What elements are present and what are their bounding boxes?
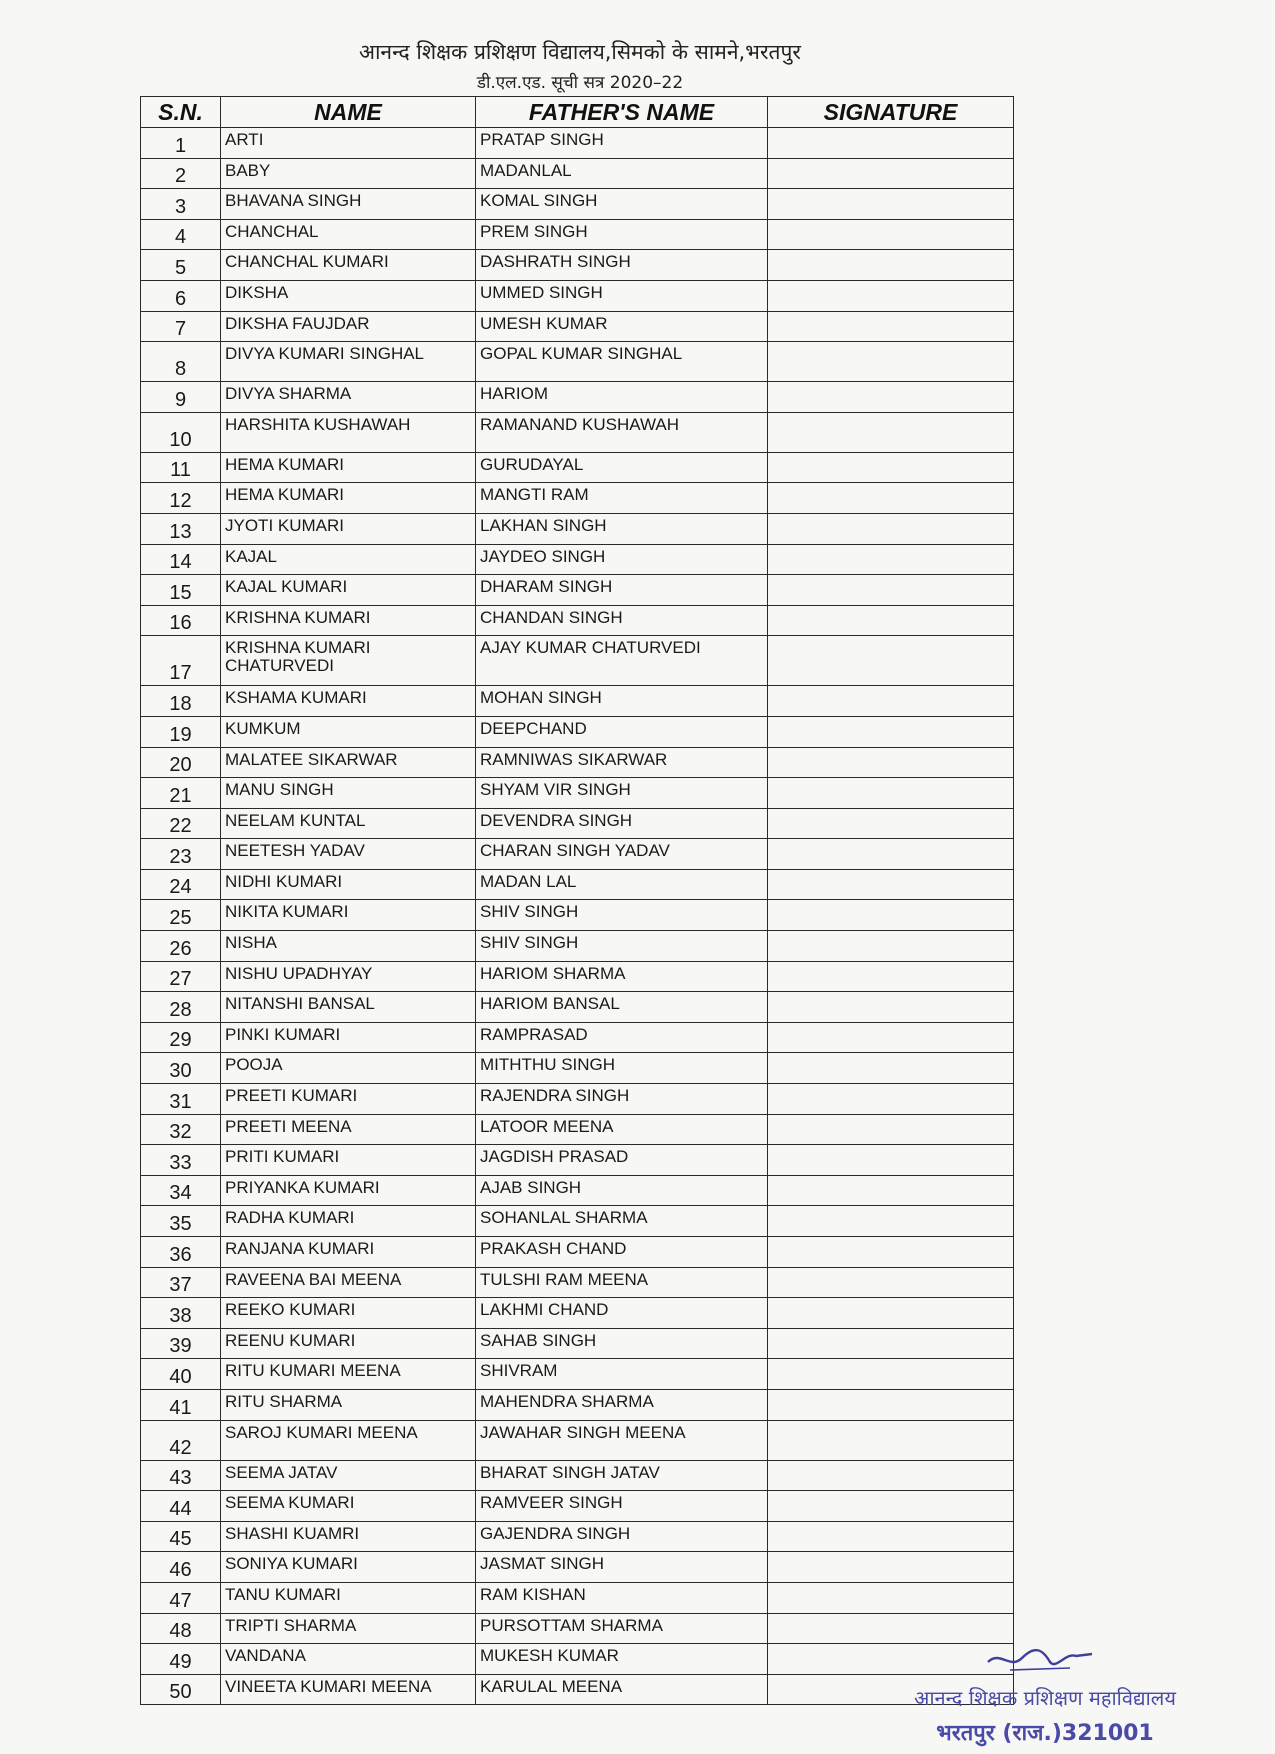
table-row: [141, 869, 1014, 900]
cell-signature: [768, 483, 1014, 514]
cell-father-name: DASHRATH SINGH: [476, 250, 768, 281]
cell-name: DIKSHA: [221, 280, 476, 311]
column-header-signature: SIGNATURE: [768, 97, 1014, 128]
cell-sn: 28: [141, 992, 221, 1023]
cell-name: NIDHI KUMARI: [221, 869, 476, 900]
student-roster-table: [140, 96, 1014, 1705]
institute-stamp: [880, 1640, 1210, 1747]
cell-father-name: MUKESH KUMAR: [476, 1644, 768, 1675]
cell-father-name: KOMAL SINGH: [476, 189, 768, 220]
cell-name: KRISHNA KUMARI: [221, 605, 476, 636]
cell-name: BHAVANA SINGH: [221, 189, 476, 220]
cell-name: KAJAL KUMARI: [221, 575, 476, 606]
cell-name: KAJAL: [221, 544, 476, 575]
cell-name: BABY: [221, 158, 476, 189]
table-row: [141, 1491, 1014, 1522]
table-row: [141, 1053, 1014, 1084]
cell-name: NISHU UPADHYAY: [221, 961, 476, 992]
cell-sn: 31: [141, 1084, 221, 1115]
cell-name: VINEETA KUMARI MEENA: [221, 1674, 476, 1705]
cell-sn: 8: [141, 342, 221, 382]
cell-father-name: HARIOM: [476, 382, 768, 413]
cell-father-name: UMMED SINGH: [476, 280, 768, 311]
cell-signature: [768, 1389, 1014, 1420]
cell-sn: 38: [141, 1298, 221, 1329]
cell-signature: [768, 1552, 1014, 1583]
table-row: [141, 1237, 1014, 1268]
cell-name: JYOTI KUMARI: [221, 513, 476, 544]
cell-father-name: MAHENDRA SHARMA: [476, 1389, 768, 1420]
cell-father-name: HARIOM BANSAL: [476, 992, 768, 1023]
cell-sn: 45: [141, 1521, 221, 1552]
cell-sn: 19: [141, 716, 221, 747]
table-row: [141, 382, 1014, 413]
table-row: [141, 1552, 1014, 1583]
cell-signature: [768, 1460, 1014, 1491]
cell-signature: [768, 869, 1014, 900]
cell-name: PRIYANKA KUMARI: [221, 1175, 476, 1206]
cell-name: CHANCHAL: [221, 219, 476, 250]
cell-father-name: JAGDISH PRASAD: [476, 1145, 768, 1176]
cell-sn: 13: [141, 513, 221, 544]
cell-name: SEEMA JATAV: [221, 1460, 476, 1491]
cell-sn: 11: [141, 452, 221, 483]
column-header-name: NAME: [221, 97, 476, 128]
cell-signature: [768, 452, 1014, 483]
cell-name: POOJA: [221, 1053, 476, 1084]
cell-name: TRIPTI SHARMA: [221, 1613, 476, 1644]
table-row: [141, 839, 1014, 870]
cell-father-name: AJAB SINGH: [476, 1175, 768, 1206]
cell-signature: [768, 1267, 1014, 1298]
cell-father-name: JAYDEO SINGH: [476, 544, 768, 575]
column-header-sn: S.N.: [141, 97, 221, 128]
table-row: [141, 1145, 1014, 1176]
cell-sn: 41: [141, 1389, 221, 1420]
cell-father-name: CHARAN SINGH YADAV: [476, 839, 768, 870]
table-row: [141, 1267, 1014, 1298]
table-row: [141, 1084, 1014, 1115]
cell-signature: [768, 1206, 1014, 1237]
cell-father-name: UMESH KUMAR: [476, 311, 768, 342]
cell-sn: 40: [141, 1359, 221, 1390]
cell-father-name: MADAN LAL: [476, 869, 768, 900]
table-row: [141, 1206, 1014, 1237]
cell-sn: 36: [141, 1237, 221, 1268]
cell-signature: [768, 1084, 1014, 1115]
cell-sn: 16: [141, 605, 221, 636]
cell-father-name: CHANDAN SINGH: [476, 605, 768, 636]
cell-signature: [768, 636, 1014, 686]
cell-sn: 34: [141, 1175, 221, 1206]
cell-name: RANJANA KUMARI: [221, 1237, 476, 1268]
cell-signature: [768, 900, 1014, 931]
cell-sn: 44: [141, 1491, 221, 1522]
cell-name: RAVEENA BAI MEENA: [221, 1267, 476, 1298]
table-row: [141, 1328, 1014, 1359]
table-row: [141, 575, 1014, 606]
cell-name: MALATEE SIKARWAR: [221, 747, 476, 778]
cell-sn: 21: [141, 778, 221, 809]
stamp-line-1: आनन्द शिक्षक प्रशिक्षण महाविद्यालय: [914, 1686, 1176, 1710]
cell-name: NEELAM KUNTAL: [221, 808, 476, 839]
table-row: [141, 128, 1014, 159]
cell-father-name: MANGTI RAM: [476, 483, 768, 514]
cell-name: MANU SINGH: [221, 778, 476, 809]
cell-sn: 4: [141, 219, 221, 250]
cell-name: SAROJ KUMARI MEENA: [221, 1420, 476, 1460]
stamp-line-2: भरतपुर (राज.)321001: [936, 1721, 1154, 1746]
cell-father-name: RAMVEER SINGH: [476, 1491, 768, 1522]
table-row: [141, 544, 1014, 575]
cell-signature: [768, 189, 1014, 220]
cell-father-name: MADANLAL: [476, 158, 768, 189]
cell-signature: [768, 1359, 1014, 1390]
table-row: [141, 931, 1014, 962]
cell-sn: 26: [141, 931, 221, 962]
cell-signature: [768, 412, 1014, 452]
cell-signature: [768, 1328, 1014, 1359]
cell-sn: 22: [141, 808, 221, 839]
cell-sn: 27: [141, 961, 221, 992]
cell-sn: 12: [141, 483, 221, 514]
table-row: [141, 1460, 1014, 1491]
cell-name: HARSHITA KUSHAWAH: [221, 412, 476, 452]
cell-sn: 24: [141, 869, 221, 900]
cell-father-name: SHIVRAM: [476, 1359, 768, 1390]
cell-signature: [768, 311, 1014, 342]
table-row: [141, 636, 1014, 686]
cell-signature: [768, 1420, 1014, 1460]
cell-signature: [768, 1114, 1014, 1145]
cell-sn: 42: [141, 1420, 221, 1460]
table-row: [141, 1022, 1014, 1053]
cell-father-name: DEVENDRA SINGH: [476, 808, 768, 839]
cell-sn: 30: [141, 1053, 221, 1084]
cell-sn: 6: [141, 280, 221, 311]
cell-signature: [768, 128, 1014, 159]
cell-father-name: GURUDAYAL: [476, 452, 768, 483]
cell-sn: 39: [141, 1328, 221, 1359]
table-row: [141, 808, 1014, 839]
table-row: [141, 158, 1014, 189]
cell-father-name: KARULAL MEENA: [476, 1674, 768, 1705]
cell-name: PRITI KUMARI: [221, 1145, 476, 1176]
cell-signature: [768, 1491, 1014, 1522]
cell-signature: [768, 931, 1014, 962]
cell-sn: 50: [141, 1674, 221, 1705]
cell-signature: [768, 961, 1014, 992]
cell-father-name: SHIV SINGH: [476, 931, 768, 962]
cell-signature: [768, 158, 1014, 189]
table-row: [141, 189, 1014, 220]
cell-name: CHANCHAL KUMARI: [221, 250, 476, 281]
cell-signature: [768, 778, 1014, 809]
cell-father-name: RAMANAND KUSHAWAH: [476, 412, 768, 452]
table-row: [141, 716, 1014, 747]
table-row: [141, 311, 1014, 342]
cell-father-name: SHIV SINGH: [476, 900, 768, 931]
cell-signature: [768, 1175, 1014, 1206]
cell-name: SONIYA KUMARI: [221, 1552, 476, 1583]
cell-sn: 1: [141, 128, 221, 159]
cell-father-name: AJAY KUMAR CHATURVEDI: [476, 636, 768, 686]
cell-father-name: PURSOTTAM SHARMA: [476, 1613, 768, 1644]
cell-name: RITU SHARMA: [221, 1389, 476, 1420]
cell-name: NITANSHI BANSAL: [221, 992, 476, 1023]
cell-father-name: LATOOR MEENA: [476, 1114, 768, 1145]
table-body: [141, 128, 1014, 1705]
cell-sn: 17: [141, 636, 221, 686]
cell-name: SEEMA KUMARI: [221, 1491, 476, 1522]
table-header-row: [141, 97, 1014, 128]
table-row: [141, 1420, 1014, 1460]
table-row: [141, 686, 1014, 717]
cell-name: DIVYA KUMARI SINGHAL: [221, 342, 476, 382]
cell-father-name: TULSHI RAM MEENA: [476, 1267, 768, 1298]
cell-name: SHASHI KUAMRI: [221, 1521, 476, 1552]
table-row: [141, 900, 1014, 931]
table-row: [141, 747, 1014, 778]
cell-father-name: RAMNIWAS SIKARWAR: [476, 747, 768, 778]
cell-signature: [768, 382, 1014, 413]
cell-sn: 43: [141, 1460, 221, 1491]
cell-sn: 2: [141, 158, 221, 189]
cell-signature: [768, 992, 1014, 1023]
cell-signature: [768, 716, 1014, 747]
cell-sn: 15: [141, 575, 221, 606]
institute-heading: आनन्द शिक्षक प्रशिक्षण विद्यालय,सिमको के सामने,भरतपुर: [358, 40, 802, 64]
table-row: [141, 1582, 1014, 1613]
cell-name: TANU KUMARI: [221, 1582, 476, 1613]
cell-father-name: RAJENDRA SINGH: [476, 1084, 768, 1115]
cell-sn: 23: [141, 839, 221, 870]
cell-signature: [768, 1145, 1014, 1176]
cell-father-name: LAKHMI CHAND: [476, 1298, 768, 1329]
cell-father-name: DHARAM SINGH: [476, 575, 768, 606]
cell-name: DIKSHA FAUJDAR: [221, 311, 476, 342]
cell-signature: [768, 605, 1014, 636]
cell-signature: [768, 839, 1014, 870]
table-row: [141, 342, 1014, 382]
cell-signature: [768, 575, 1014, 606]
cell-signature: [768, 747, 1014, 778]
cell-father-name: BHARAT SINGH JATAV: [476, 1460, 768, 1491]
cell-name: NIKITA KUMARI: [221, 900, 476, 931]
cell-father-name: LAKHAN SINGH: [476, 513, 768, 544]
cell-sn: 48: [141, 1613, 221, 1644]
cell-name: HEMA KUMARI: [221, 483, 476, 514]
cell-name: PREETI KUMARI: [221, 1084, 476, 1115]
cell-sn: 10: [141, 412, 221, 452]
cell-sn: 46: [141, 1552, 221, 1583]
table-row: [141, 513, 1014, 544]
cell-name: ARTI: [221, 128, 476, 159]
cell-name: REENU KUMARI: [221, 1328, 476, 1359]
cell-signature: [768, 280, 1014, 311]
cell-sn: 7: [141, 311, 221, 342]
table-row: [141, 1175, 1014, 1206]
cell-name: PINKI KUMARI: [221, 1022, 476, 1053]
cell-name: VANDANA: [221, 1644, 476, 1675]
cell-sn: 9: [141, 382, 221, 413]
cell-father-name: SAHAB SINGH: [476, 1328, 768, 1359]
cell-sn: 5: [141, 250, 221, 281]
cell-signature: [768, 1237, 1014, 1268]
cell-sn: 49: [141, 1644, 221, 1675]
cell-father-name: GAJENDRA SINGH: [476, 1521, 768, 1552]
cell-sn: 37: [141, 1267, 221, 1298]
cell-father-name: PRATAP SINGH: [476, 128, 768, 159]
table-row: [141, 280, 1014, 311]
cell-father-name: JAWAHAR SINGH MEENA: [476, 1420, 768, 1460]
table-row: [141, 1521, 1014, 1552]
cell-sn: 29: [141, 1022, 221, 1053]
cell-signature: [768, 1298, 1014, 1329]
list-title: डी.एल.एड. सूची सत्र 2020–22: [476, 73, 684, 93]
table-row: [141, 1389, 1014, 1420]
table-row: [141, 778, 1014, 809]
cell-signature: [768, 513, 1014, 544]
cell-father-name: DEEPCHAND: [476, 716, 768, 747]
table-row: [141, 412, 1014, 452]
cell-father-name: RAMPRASAD: [476, 1022, 768, 1053]
cell-father-name: SHYAM VIR SINGH: [476, 778, 768, 809]
cell-sn: 33: [141, 1145, 221, 1176]
table-row: [141, 605, 1014, 636]
cell-name: RITU KUMARI MEENA: [221, 1359, 476, 1390]
cell-father-name: MOHAN SINGH: [476, 686, 768, 717]
cell-name: NISHA: [221, 931, 476, 962]
table-row: [141, 250, 1014, 281]
cell-sn: 20: [141, 747, 221, 778]
cell-name: KRISHNA KUMARI CHATURVEDI: [221, 636, 476, 686]
cell-name: KUMKUM: [221, 716, 476, 747]
cell-father-name: SOHANLAL SHARMA: [476, 1206, 768, 1237]
cell-sn: 32: [141, 1114, 221, 1145]
cell-name: DIVYA SHARMA: [221, 382, 476, 413]
cell-signature: [768, 1022, 1014, 1053]
cell-sn: 47: [141, 1582, 221, 1613]
cell-signature: [768, 1582, 1014, 1613]
cell-signature: [768, 686, 1014, 717]
cell-name: HEMA KUMARI: [221, 452, 476, 483]
table-row: [141, 992, 1014, 1023]
cell-name: KSHAMA KUMARI: [221, 686, 476, 717]
cell-sn: 3: [141, 189, 221, 220]
cell-sn: 35: [141, 1206, 221, 1237]
cell-sn: 25: [141, 900, 221, 931]
cell-signature: [768, 1521, 1014, 1552]
cell-father-name: JASMAT SINGH: [476, 1552, 768, 1583]
cell-signature: [768, 219, 1014, 250]
cell-father-name: GOPAL KUMAR SINGHAL: [476, 342, 768, 382]
table-row: [141, 1359, 1014, 1390]
table-row: [141, 483, 1014, 514]
cell-signature: [768, 544, 1014, 575]
cell-name: PREETI MEENA: [221, 1114, 476, 1145]
cell-father-name: PREM SINGH: [476, 219, 768, 250]
cell-signature: [768, 342, 1014, 382]
table-row: [141, 1114, 1014, 1145]
cell-sn: 14: [141, 544, 221, 575]
cell-sn: 18: [141, 686, 221, 717]
cell-father-name: MITHTHU SINGH: [476, 1053, 768, 1084]
cell-father-name: RAM KISHAN: [476, 1582, 768, 1613]
table-row: [141, 219, 1014, 250]
table-row: [141, 1298, 1014, 1329]
table-row: [141, 961, 1014, 992]
cell-name: REEKO KUMARI: [221, 1298, 476, 1329]
column-header-father-name: FATHER'S NAME: [476, 97, 768, 128]
cell-father-name: HARIOM SHARMA: [476, 961, 768, 992]
table-row: [141, 452, 1014, 483]
cell-signature: [768, 250, 1014, 281]
cell-name: NEETESH YADAV: [221, 839, 476, 870]
cell-signature: [768, 1053, 1014, 1084]
cell-father-name: PRAKASH CHAND: [476, 1237, 768, 1268]
cell-signature: [768, 808, 1014, 839]
cell-name: RADHA KUMARI: [221, 1206, 476, 1237]
